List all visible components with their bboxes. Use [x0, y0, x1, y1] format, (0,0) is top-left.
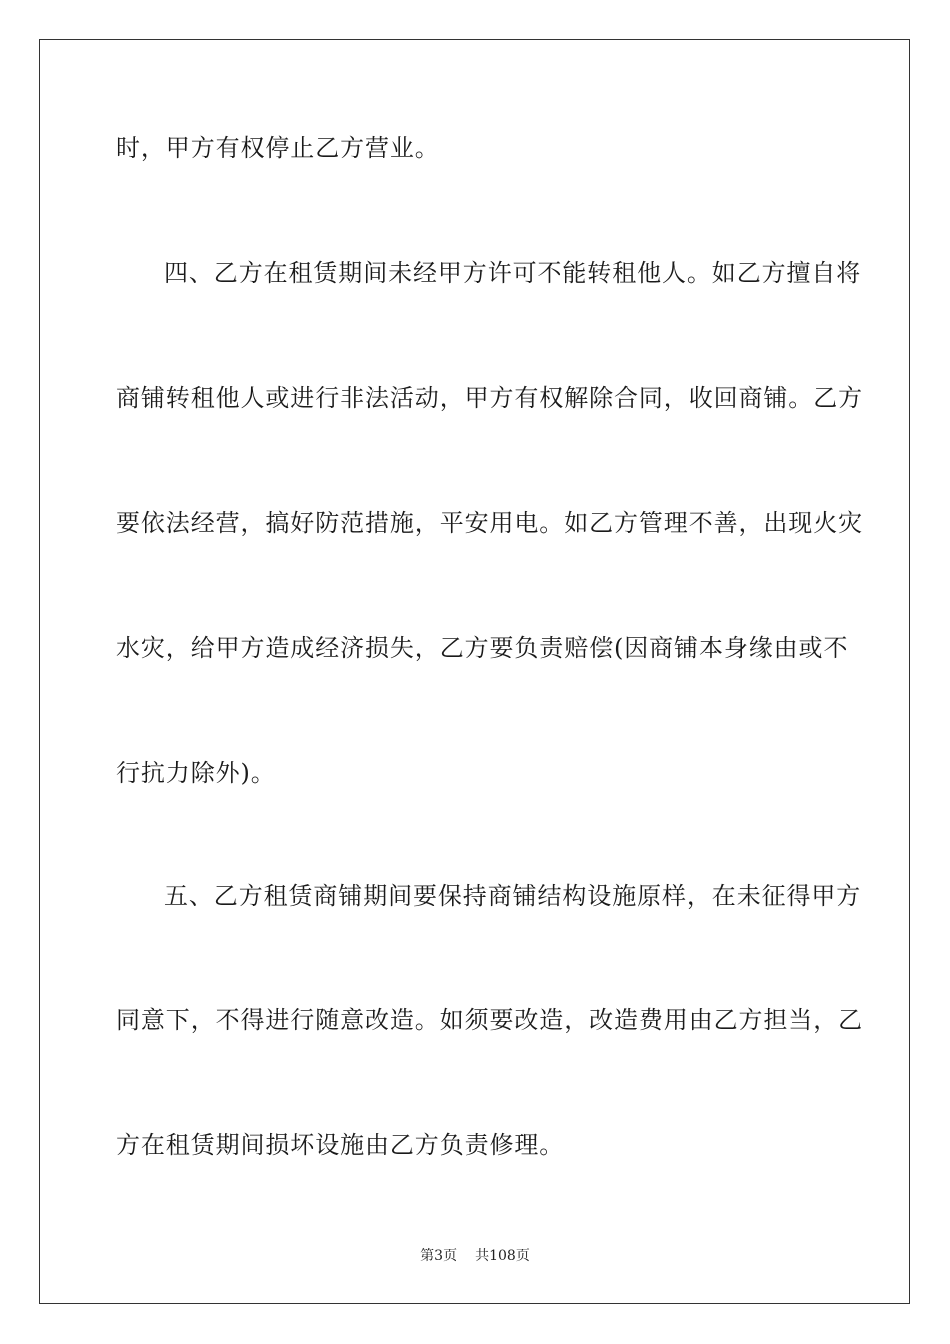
text-line: 行抗力除外)。	[116, 759, 276, 787]
text-line: 五、乙方租赁商铺期间要保持商铺结构设施原样，在未征得甲方	[164, 882, 862, 910]
text-line: 要依法经营，搞好防范措施，平安用电。如乙方管理不善，出现火灾	[116, 509, 863, 537]
text-line: 时，甲方有权停止乙方营业。	[116, 134, 440, 162]
page-total: 共108页	[475, 1248, 530, 1264]
text-line: 同意下，不得进行随意改造。如须要改造，改造费用由乙方担当，乙	[116, 1006, 863, 1034]
page-footer	[0, 1247, 950, 1265]
text-line: 水灾，给甲方造成经济损失，乙方要负责赔偿(因商铺本身缘由或不	[116, 634, 849, 662]
text-line: 商铺转租他人或进行非法活动，甲方有权解除合同，收回商铺。乙方	[116, 384, 863, 412]
page-frame	[39, 39, 910, 1304]
text-line: 四、乙方在租赁期间未经甲方许可不能转租他人。如乙方擅自将	[164, 259, 862, 287]
page-number: 第3页	[420, 1248, 458, 1264]
text-line: 方在租赁期间损坏设施由乙方负责修理。	[116, 1131, 565, 1159]
